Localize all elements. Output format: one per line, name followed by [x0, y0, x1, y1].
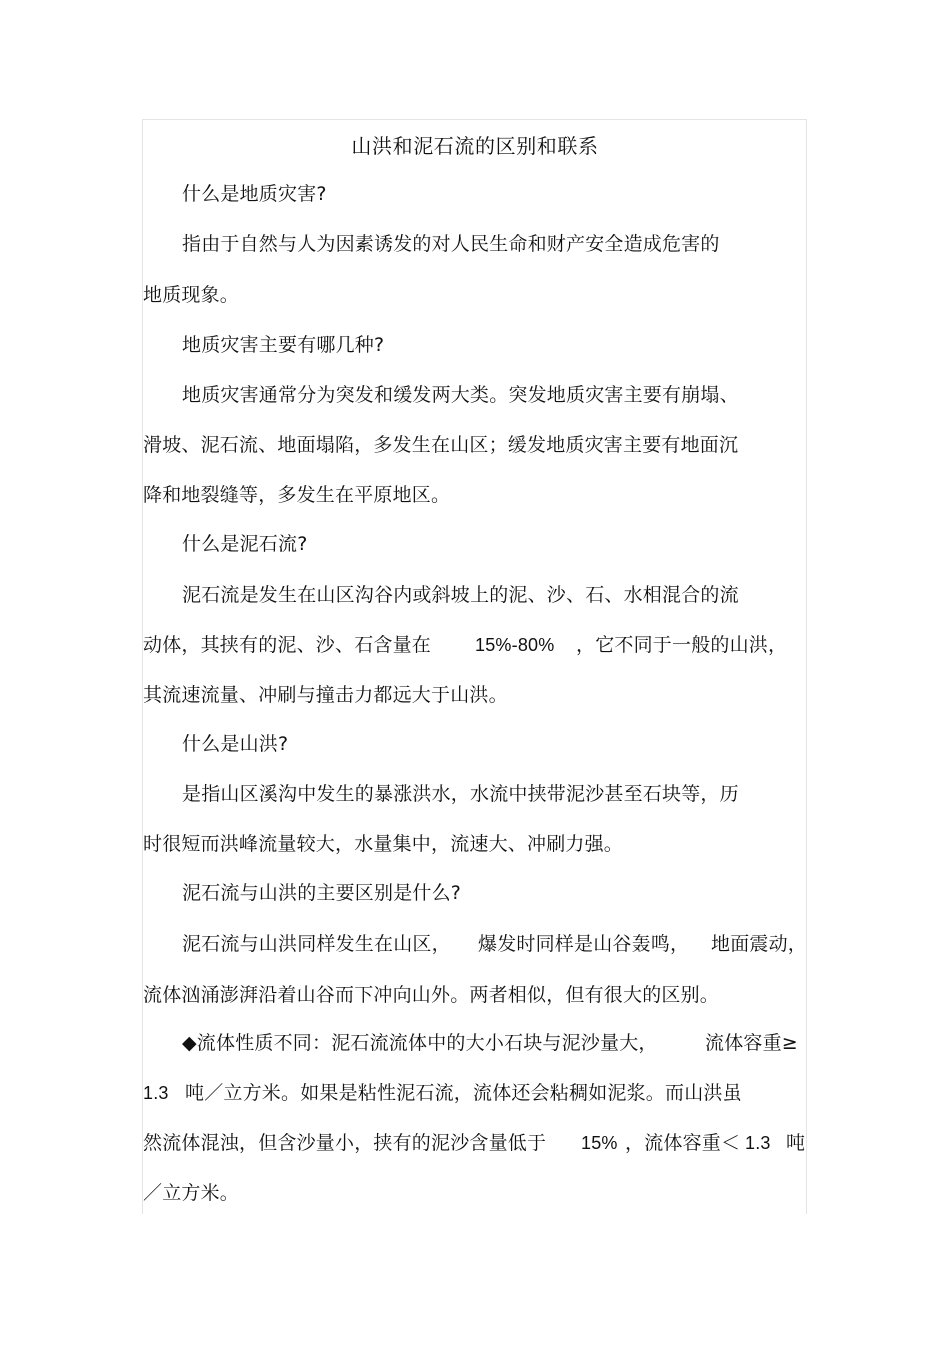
- question-main-difference: 泥石流与山洪的主要区别是什么?: [182, 882, 462, 904]
- paragraph-line-segment: ，它不同于一般的山洪，: [576, 634, 788, 656]
- question-debris-flow: 什么是泥石流?: [182, 533, 308, 555]
- paragraph-line-segment: 流体容重≥: [705, 1032, 798, 1054]
- question-disaster-types: 地质灾害主要有哪几种?: [182, 334, 385, 356]
- paragraph-line-segment: ◆流体性质不同：泥石流流体中的大小石块与泥沙量大，: [182, 1032, 658, 1054]
- question-flash-flood: 什么是山洪?: [182, 733, 289, 755]
- percent-value: 15%: [581, 1133, 618, 1153]
- paragraph-line: 地质现象。: [143, 284, 240, 306]
- unit-segment: 吨: [786, 1132, 806, 1154]
- paragraph-line: ／立方米。: [143, 1182, 240, 1204]
- paragraph-line-segment: 泥石流与山洪同样发生在山区，: [182, 933, 451, 955]
- paragraph-line: 降和地裂缝等，多发生在平原地区。: [143, 484, 451, 506]
- document-title: 山洪和泥石流的区别和联系: [351, 134, 599, 158]
- paragraph-line: 滑坡、泥石流、地面塌陷，多发生在山区；缓发地质灾害主要有地面沉: [143, 434, 739, 456]
- density-value: 1.3: [745, 1133, 771, 1153]
- question-geologic-disaster: 什么是地质灾害?: [182, 183, 327, 205]
- paragraph-line: 地质灾害通常分为突发和缓发两大类。突发地质灾害主要有崩塌、: [182, 384, 739, 406]
- paragraph-line: 泥石流是发生在山区沟谷内或斜坡上的泥、沙、石、水相混合的流: [182, 584, 739, 606]
- paragraph-line-segment: 然流体混浊，但含沙量小，挟有的泥沙含量低于: [143, 1132, 547, 1154]
- paragraph-line-segment: 吨／立方米。如果是粘性泥石流，流体还会粘稠如泥浆。而山洪虽: [185, 1082, 742, 1104]
- paragraph-line: 其流速流量、冲刷与撞击力都远大于山洪。: [143, 684, 508, 706]
- paragraph-line-segment: 爆发时同样是山谷轰鸣，: [478, 933, 690, 955]
- paragraph-line: 流体汹涌澎湃沿着山谷而下冲向山外。两者相似，但有很大的区别。: [143, 984, 720, 1006]
- percent-range: 15%-80%: [475, 635, 555, 655]
- paragraph-line: 指由于自然与人为因素诱发的对人民生命和财产安全造成危害的: [182, 233, 720, 255]
- paragraph-line: 时很短而洪峰流量较大，水量集中，流速大、冲刷力强。: [143, 833, 624, 855]
- density-value: 1.3: [143, 1083, 169, 1103]
- paragraph-line: 是指山区溪沟中发生的暴涨洪水，水流中挟带泥沙甚至石块等，历: [182, 783, 739, 805]
- paragraph-line-segment: ，流体容重＜: [625, 1132, 741, 1154]
- paragraph-line-segment: 动体，其挟有的泥、沙、石含量在: [143, 634, 432, 656]
- paragraph-line-segment: 地面震动，: [711, 933, 808, 955]
